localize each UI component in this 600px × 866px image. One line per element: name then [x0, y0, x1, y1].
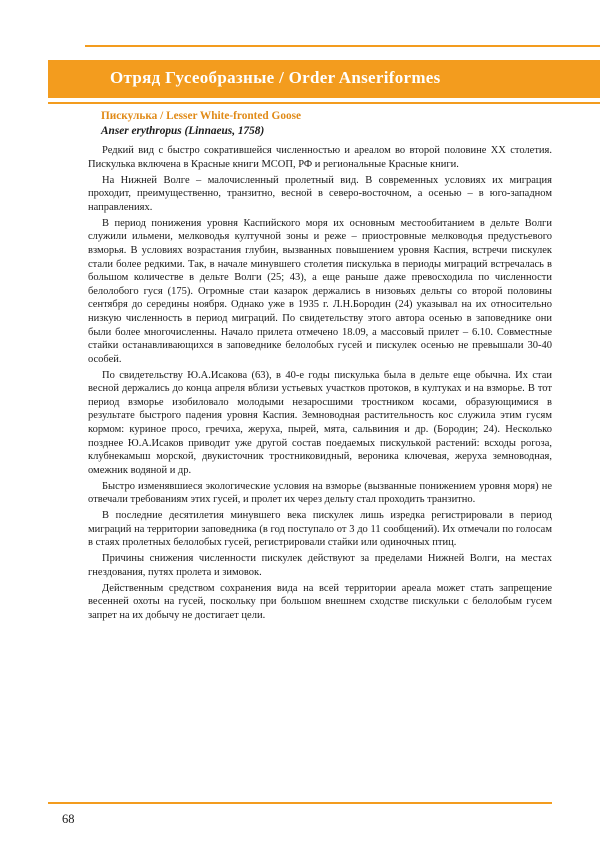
species-latin-name: Anser erythropus (Linnaeus, 1758) [101, 124, 265, 137]
paragraph: Действенным средством сохранения вида на всей территории ареала может стать запрещение весенней охоты на гусей, поскольку при большом внешнем сходстве пискульки с белолобым гусем запрет на их добычу не достигает цели. [88, 582, 552, 621]
paragraph: На Нижней Волге – малочисленный пролетный вид. В современных условиях их миграция проходит, преимущественно, транзитно, весной в северо-восточном, а осенью – в юго-западном направлениях. [88, 174, 552, 213]
paragraph: Причины снижения численности пискулек действуют за пределами Нижней Волги, на местах гнездования, путях пролета и зимовок. [88, 553, 552, 578]
header-underline-rule [48, 102, 600, 104]
footer-rule [48, 802, 552, 804]
paragraph: В период понижения уровня Каспийского моря их основным местообитанием в дельте Волги служили ильмени, мелководья култучной зоны и реже – приостровные мелководья предустьевого взморья. В условиях возрастания глубин, вызванных повышением уровня Каспия, встречи пискулек стали более редкими. Так, в начале минувшего столетия пискулька в периоды миграций встречалась в большом количестве в дельте Волги (25; 43), а еще раньше даже превосходила по численности белолобого гуся (175). Огромные стаи казарок держались в низовьях дельты со второй половины сентября до середины ноября. Однако уже в 1935 г. Л.Н.Бородин (24) указывал на их относительно низкую численность в период миграций. По свидетельству этого автора осенью в заповеднике они были более многочисленны. Начало прилета отмечено 18.09, а массовый прилет – 6.10. Совместные стайки останавливающихся в заповеднике белолобых гусей и пискулек осенью не превышали 30-40 особей. [88, 217, 552, 365]
chapter-title: Отряд Гусеобразные / Order Anseriformes [110, 68, 441, 87]
paragraph: В последние десятилетия минувшего века пискулек лишь изредка регистрировали в период миграций на территории заповедника (в год поступало от 3 до 11 сообщений). Их отмечали по голосам в стаях пролетных белолобых гусей, регистрировали стайки или одиночных птиц. [88, 510, 552, 549]
article-body [88, 110, 552, 625]
page-number: 68 [62, 812, 75, 826]
paragraph: Быстро изменявшиеся экологические условия на взморье (вызванные понижением уровня моря) не отвечали требованиям этих гусей, и пролет их через дельту стал проходить транзитно. [88, 480, 552, 506]
paragraph: Редкий вид с быстро сократившейся численностью и ареалом во второй половине XX столетия. Пискулька включена в Красные книги МСОП, РФ и региональные Красные книги. [88, 145, 552, 170]
species-title: Пискулька / Lesser White-fronted Goose [101, 110, 302, 122]
chapter-header-band [48, 60, 600, 98]
top-decorative-rule [85, 45, 600, 47]
paragraph: По свидетельству Ю.А.Исакова (63), в 40-е годы пискулька была в дельте еще обычна. Их стаи весной держались до конца апреля вблизи устьевых участков протоков, в култуках и на взморье. В тот период взморье изобиловало молодыми незаросшими тростником косами, образующимися в результате быстрого падения уровня Каспия. Земноводная растительность кос служила этим гусям кормом: куриное просо, гречиха, жеруха, пырей, мята, сальвиния и др. (Бородин; 24). Несколько позднее Ю.А.Исаков приводит уже другой состав поедаемых пискулькой растений: всходы рогоза, клубнекамыш морской, двукисточник тростниковидный, вероника ключевая, жеруха земноводная, омежник водяной и др. [88, 369, 552, 476]
